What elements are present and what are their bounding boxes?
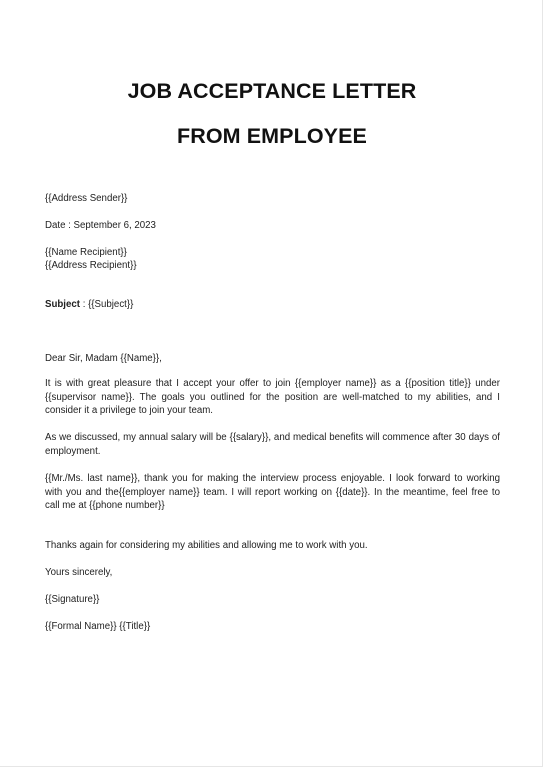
recipient-name: {{Name Recipient}} [45, 247, 127, 258]
letter-date: Date : September 6, 2023 [45, 220, 156, 231]
paragraph-line: with you and the{{employer name}} team. I will report working on {{date}}. In the meantime, feel free to [45, 486, 500, 498]
paragraph-line: {{supervisor name}}. The goals you outlined for the position are well-matched to my abilities, and I [45, 391, 500, 403]
paragraph-salary [45, 431, 500, 458]
paragraph-line: employment. [45, 445, 101, 457]
letter-title-line-1: JOB ACCEPTANCE LETTER [127, 79, 417, 103]
formal-name: {{Formal Name}} {{Title}} [45, 621, 151, 632]
subject-label: Subject [45, 299, 80, 310]
sender-address: {{Address Sender}} [45, 193, 128, 204]
paragraph-line: It is with great pleasure that I accept your offer to join {{employer name}} as a {{position title}} under [45, 378, 500, 389]
paragraph-line: call me at {{phone number}} [45, 500, 165, 512]
paragraph-thanks-again: Thanks again for considering my abilities and allowing me to work with you. [45, 540, 368, 551]
letter-title-line-2: FROM EMPLOYEE [176, 124, 368, 148]
paragraph-thanks-interview [45, 472, 500, 513]
paragraph-acceptance [45, 377, 500, 418]
subject-value: : {{Subject}} [80, 299, 134, 310]
paragraph-line: consider it a privilege to join your team. [45, 405, 213, 417]
subject-line [45, 298, 133, 311]
salutation: Dear Sir, Madam {{Name}}, [45, 353, 162, 364]
recipient-address: {{Address Recipient}} [45, 260, 137, 271]
closing: Yours sincerely, [45, 567, 113, 578]
paragraph-line: {{Mr./Ms. last name}}, thank you for making the interview process enjoyable. I look forward to working [45, 473, 500, 484]
signature-placeholder: {{Signature}} [45, 594, 100, 605]
paragraph-line: As we discussed, my annual salary will be {{salary}}, and medical benefits will commence after 30 days of [45, 432, 500, 443]
